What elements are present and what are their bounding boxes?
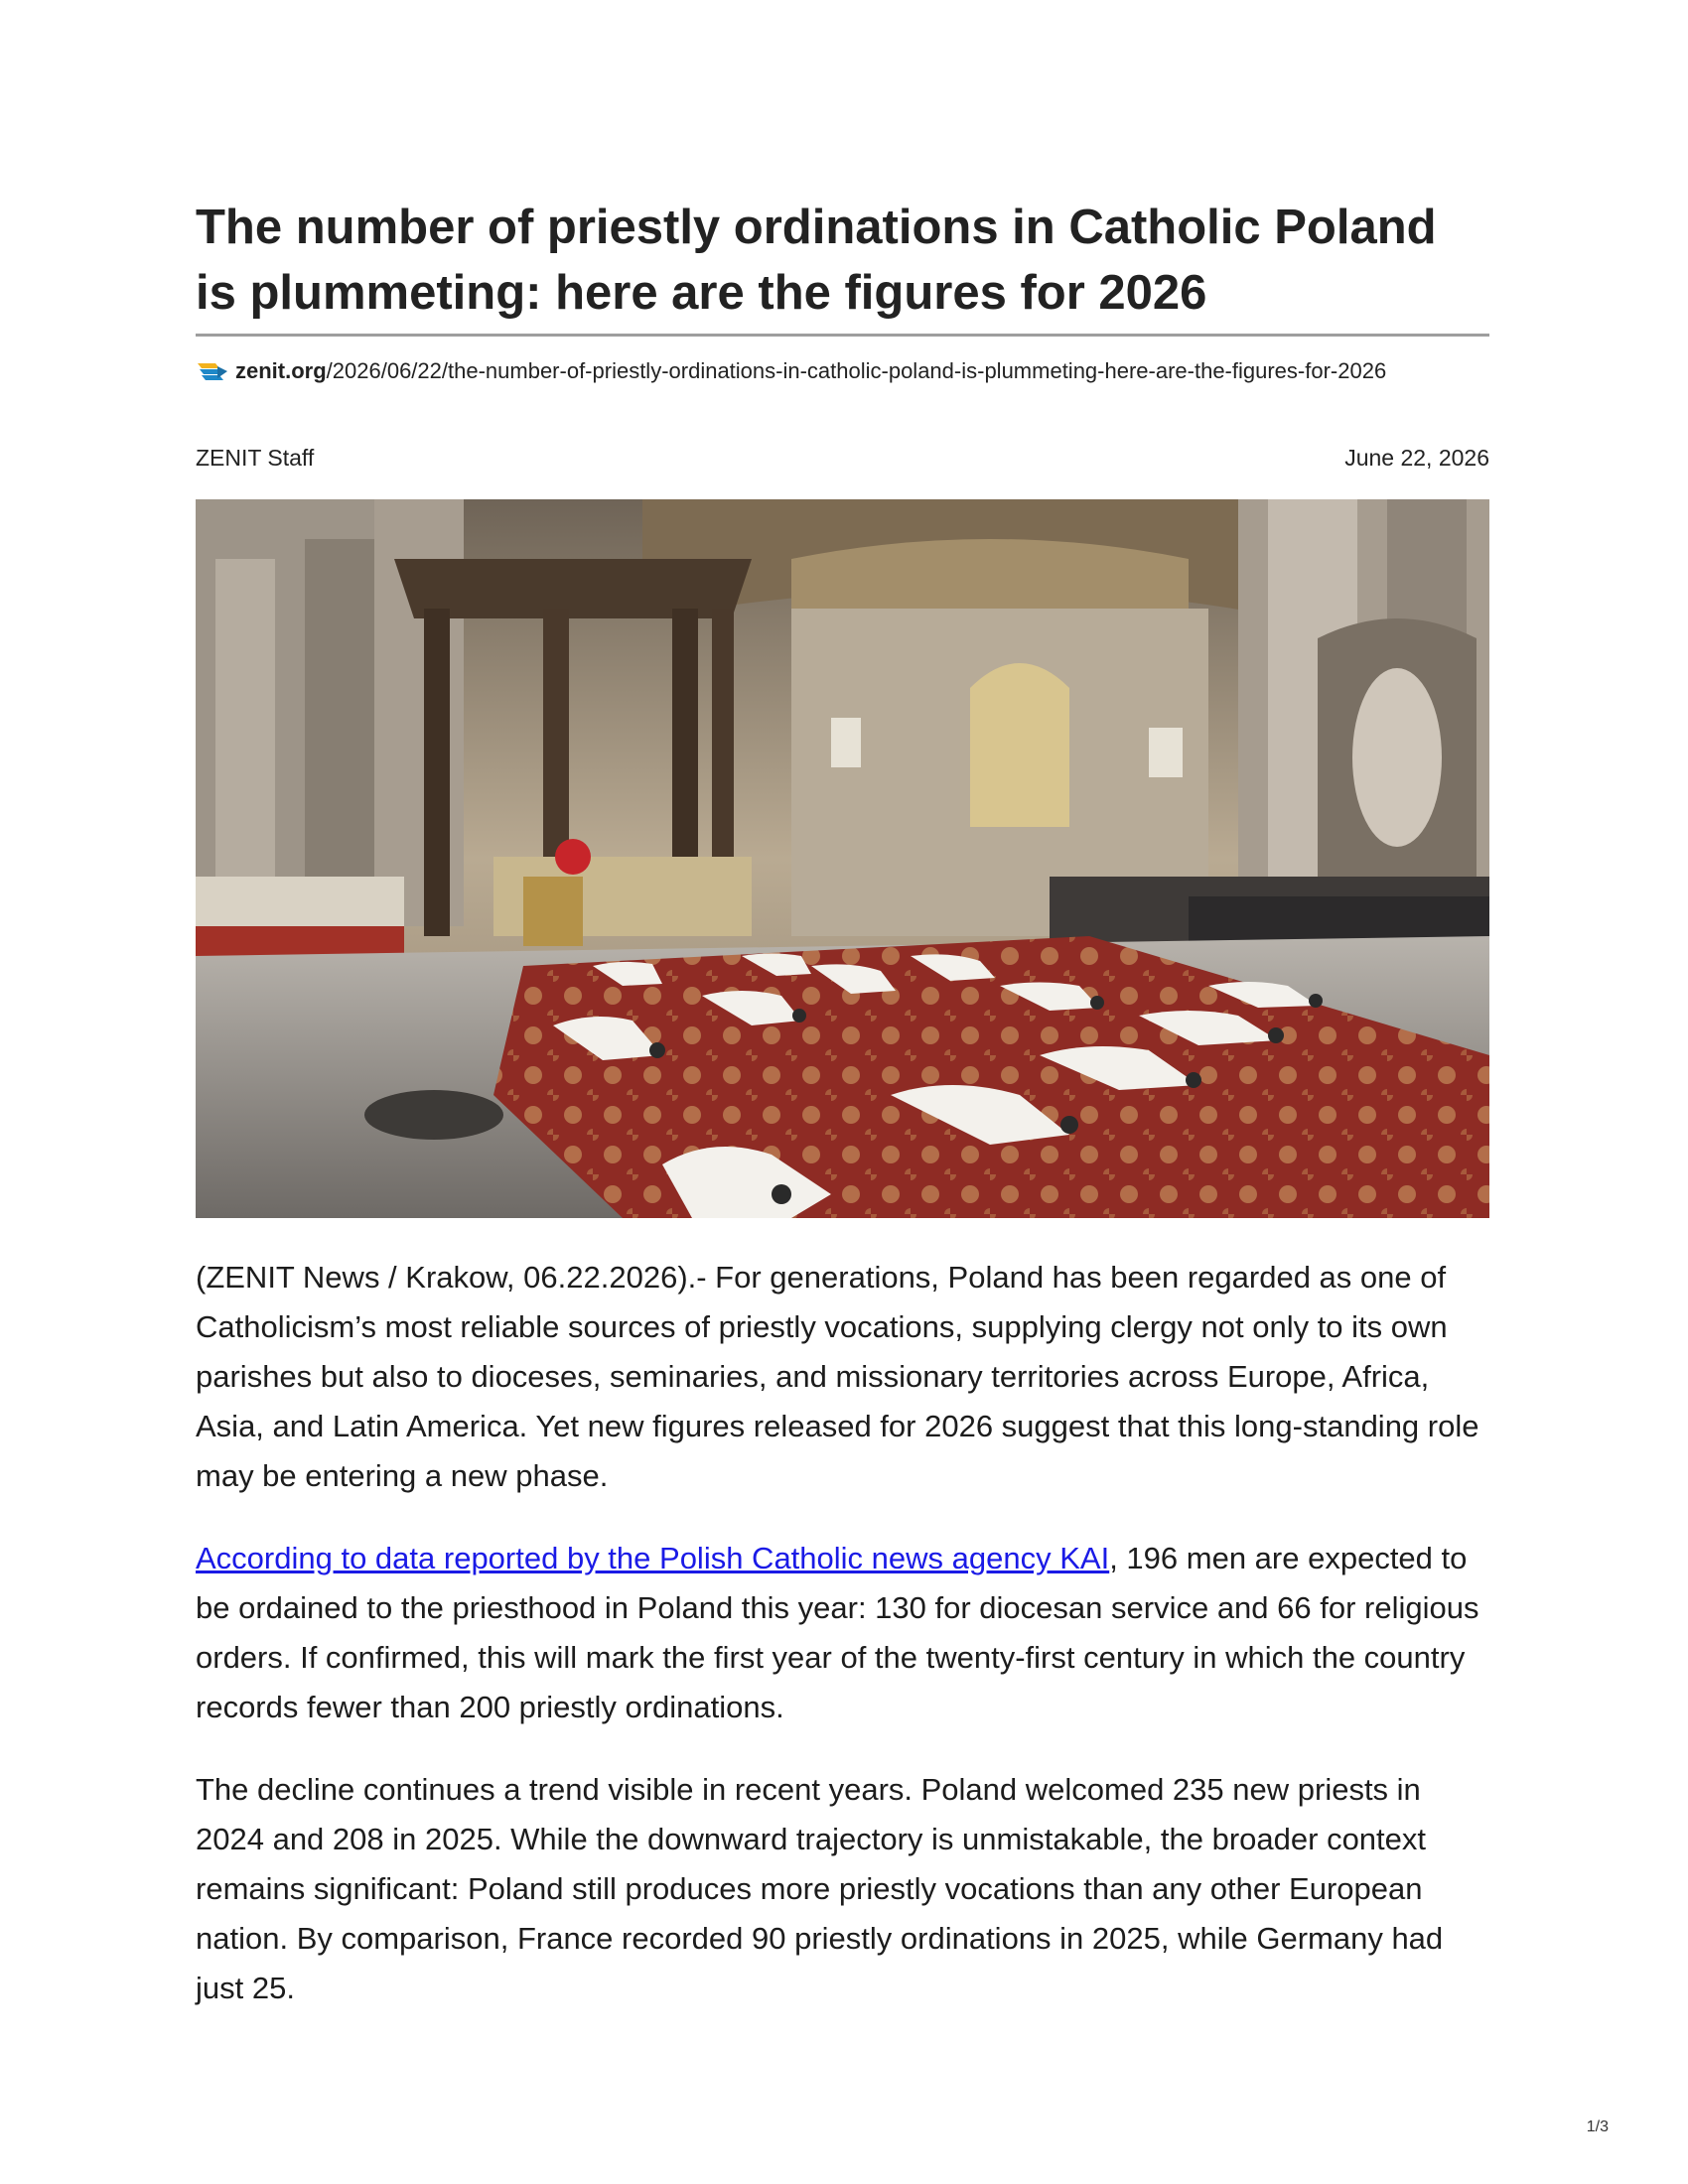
- source-url[interactable]: [196, 355, 1489, 387]
- page-number: 1/3: [1586, 2118, 1609, 2135]
- article-body: [196, 1253, 1489, 2046]
- paragraph-kai-text: , 196 men are expected to be ordained to the priesthood in Poland this year: 130 for diocesan service and 66 for religious orders. If confirmed, this will mark the first year of the twenty-first century in which the country records fewer than 200 priestly ordinations.: [196, 1541, 1479, 1724]
- kai-source-link[interactable]: According to data reported by the Polish Catholic news agency KAI: [196, 1541, 1110, 1575]
- article-title: The number of priestly ordinations in Catholic Poland is plummeting: here are the figures for 2026: [196, 201, 1437, 320]
- source-domain: zenit.org: [235, 358, 327, 383]
- publish-date: June 22, 2026: [1344, 445, 1489, 471]
- title-divider: [196, 334, 1489, 337]
- byline: [196, 443, 1489, 473]
- zenit-logo-icon: [196, 359, 229, 381]
- author: ZENIT Staff: [196, 445, 315, 471]
- source-path: /2026/06/22/the-number-of-priestly-ordinations-in-catholic-poland-is-plummeting-here-are-the-figures-for-2026: [326, 358, 1387, 383]
- paragraph-kai: [196, 1534, 1489, 1732]
- hero-image: [196, 499, 1489, 1218]
- basilica-photo: [196, 499, 1489, 1218]
- paragraph-decline: The decline continues a trend visible in recent years. Poland welcomed 235 new priests in 2024 and 208 in 2025. While the downward trajectory is unmistakable, the broader context remains significant: Poland still produces more priestly vocations than any other European nation. By comparison, France recorded 90 priestly ordinations in 2025, while Germany had just 25.: [196, 1772, 1444, 2005]
- paragraph-intro: (ZENIT News / Krakow, 06.22.2026).- For generations, Poland has been regarded as one of Catholicism’s most reliable sources of priestly vocations, supplying clergy not only to its own parishes but also to dioceses, seminaries, and missionary territories across Europe, Africa, Asia, and Latin America. Yet new figures released for 2026 suggest that this long-standing role may be entering a new phase.: [196, 1260, 1479, 1493]
